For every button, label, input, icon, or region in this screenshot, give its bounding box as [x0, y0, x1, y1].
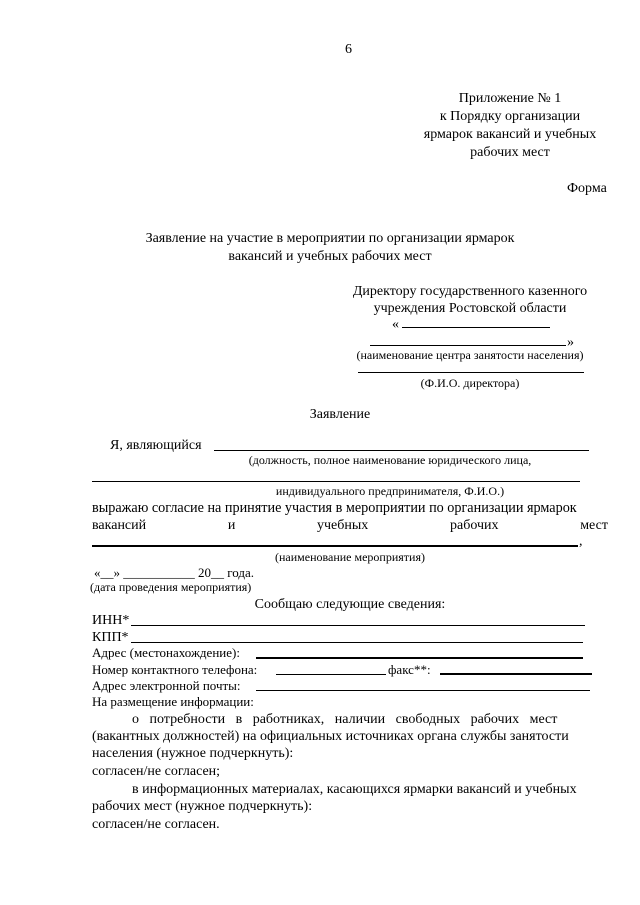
agree-2: согласен/не согласен. — [92, 817, 220, 832]
center-name-caption: (наименование центра занятости населения) — [356, 348, 584, 362]
placement-label: На размещение информации: — [92, 694, 254, 709]
appendix-line-1: Приложение № 1 — [458, 91, 562, 106]
item2-line-1: в информационных материалах, касающихся ярмарки вакансий и учебных — [132, 782, 577, 797]
position-line — [214, 450, 589, 451]
event-name-line — [92, 545, 578, 547]
event-date-line: «__» ___________ 20__ года. — [94, 565, 255, 580]
event-date-caption: (дата проведения мероприятия) — [90, 580, 252, 594]
form-label: Форма — [567, 181, 607, 196]
item1-line-1: о потребности в работниках, наличии свободных рабочих мест — [132, 712, 558, 727]
consent-word: и — [227, 518, 236, 533]
entrepreneur-caption: индивидуального предпринимателя, Ф.И.О.) — [275, 484, 505, 498]
quote-close: » — [567, 335, 574, 350]
item1-line-2: (вакантных должностей) на официальных источниках органа службы занятости — [92, 729, 569, 744]
inn-label: ИНН* — [92, 613, 130, 628]
email-line — [256, 690, 590, 691]
director-name-line — [358, 372, 584, 373]
consent-word: мест — [580, 518, 608, 533]
addressee-line-1: Директору государственного казенного — [352, 284, 588, 299]
entrepreneur-line — [92, 481, 580, 482]
consent-word: рабочих — [449, 518, 499, 533]
item1-line-3: населения (нужное подчеркнуть): — [92, 746, 294, 761]
appendix-line-2: к Порядку организации — [439, 109, 581, 124]
event-name-caption: (наименование мероприятия) — [275, 550, 425, 564]
appendix-line-4: рабочих мест — [470, 145, 550, 160]
fax-line — [440, 673, 592, 675]
document-title-line-1: Заявление на участие в мероприятии по организации ярмарок — [145, 231, 515, 246]
agree-1: согласен/не согласен; — [92, 764, 221, 779]
address-line — [256, 657, 583, 659]
phone-label: Номер контактного телефона: — [92, 662, 258, 677]
document-title-line-2: вакансий и учебных рабочих мест — [228, 249, 432, 264]
item2-line-2: рабочих мест (нужное подчеркнуть): — [92, 799, 313, 814]
info-heading: Сообщаю следующие сведения: — [254, 597, 446, 612]
consent-word: вакансий — [92, 518, 147, 533]
center-name-line-1 — [402, 327, 550, 328]
appendix-line-3: ярмарок вакансий и учебных — [423, 127, 597, 142]
center-name-line-2 — [370, 345, 566, 346]
quote-open: « — [392, 317, 399, 332]
director-name-caption: (Ф.И.О. директора) — [420, 376, 520, 390]
email-label: Адрес электронной почты: — [92, 678, 241, 693]
kpp-line — [131, 642, 583, 643]
comma: , — [579, 534, 583, 549]
phone-line — [276, 674, 386, 675]
inn-line — [131, 625, 585, 626]
addressee-line-2: учреждения Ростовской области — [373, 301, 567, 316]
position-caption: (должность, полное наименование юридического лица, — [248, 453, 532, 467]
kpp-label: КПП* — [92, 630, 129, 645]
consent-line-2 — [92, 517, 608, 534]
statement-heading: Заявление — [309, 407, 371, 422]
page-number: 6 — [345, 42, 352, 57]
fax-label: факс**: — [388, 662, 431, 677]
address-label: Адрес (местонахождение): — [92, 645, 240, 660]
i-am-label: Я, являющийся — [110, 438, 202, 453]
consent-line-1: выражаю согласие на принятие участия в мероприятии по организации ярмарок — [92, 500, 577, 516]
consent-word: учебных — [317, 518, 369, 533]
